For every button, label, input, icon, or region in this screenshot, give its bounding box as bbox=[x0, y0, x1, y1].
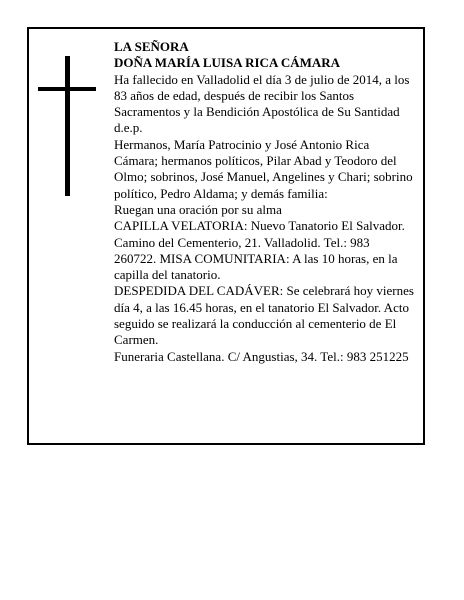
farewell-details: DESPEDIDA DEL CADÁVER: Se celebrará hoy viernes día 4, a las 16.45 horas, en el tanatorio El Salvador. Acto seguido se realizará la conducción al cementerio de El Carmen. bbox=[114, 283, 414, 348]
cross-horizontal-bar bbox=[38, 87, 96, 91]
notice-title: LA SEÑORA bbox=[114, 39, 189, 54]
funeral-home: Funeraria Castellana. C/ Angustias, 34. Tel.: 983 251225 bbox=[114, 348, 409, 364]
cross-vertical-bar bbox=[65, 56, 70, 196]
prayer-request: Ruegan una oración por su alma bbox=[114, 201, 282, 217]
deceased-name: DOÑA MARÍA LUISA RICA CÁMARA bbox=[114, 55, 341, 71]
notice-text bbox=[114, 39, 414, 365]
latin-cross-icon bbox=[38, 56, 96, 196]
death-announcement: Ha fallecido en Valladolid el día 3 de julio de 2014, a los 83 años de edad, después de recibir los Santos Sacramentos y la Bendición Apostólica de Su Santidad d.e.p. bbox=[114, 71, 410, 136]
wake-details: CAPILLA VELATORIA: Nuevo Tanatorio El Salvador. Camino del Cementerio, 21. Valladolid. Tel.: 983 260722. MISA COMUNITARIA: A las 10 horas, en la capilla del tanatorio. bbox=[114, 218, 405, 283]
family-list: Hermanos, María Patrocinio y José Antonio Rica Cámara; hermanos políticos, Pilar Abad y Teodoro del Olmo; sobrinos, José Manuel, Angelines y Chari; sobrino político, Pedro Aldama; y demás familia: bbox=[114, 136, 413, 201]
